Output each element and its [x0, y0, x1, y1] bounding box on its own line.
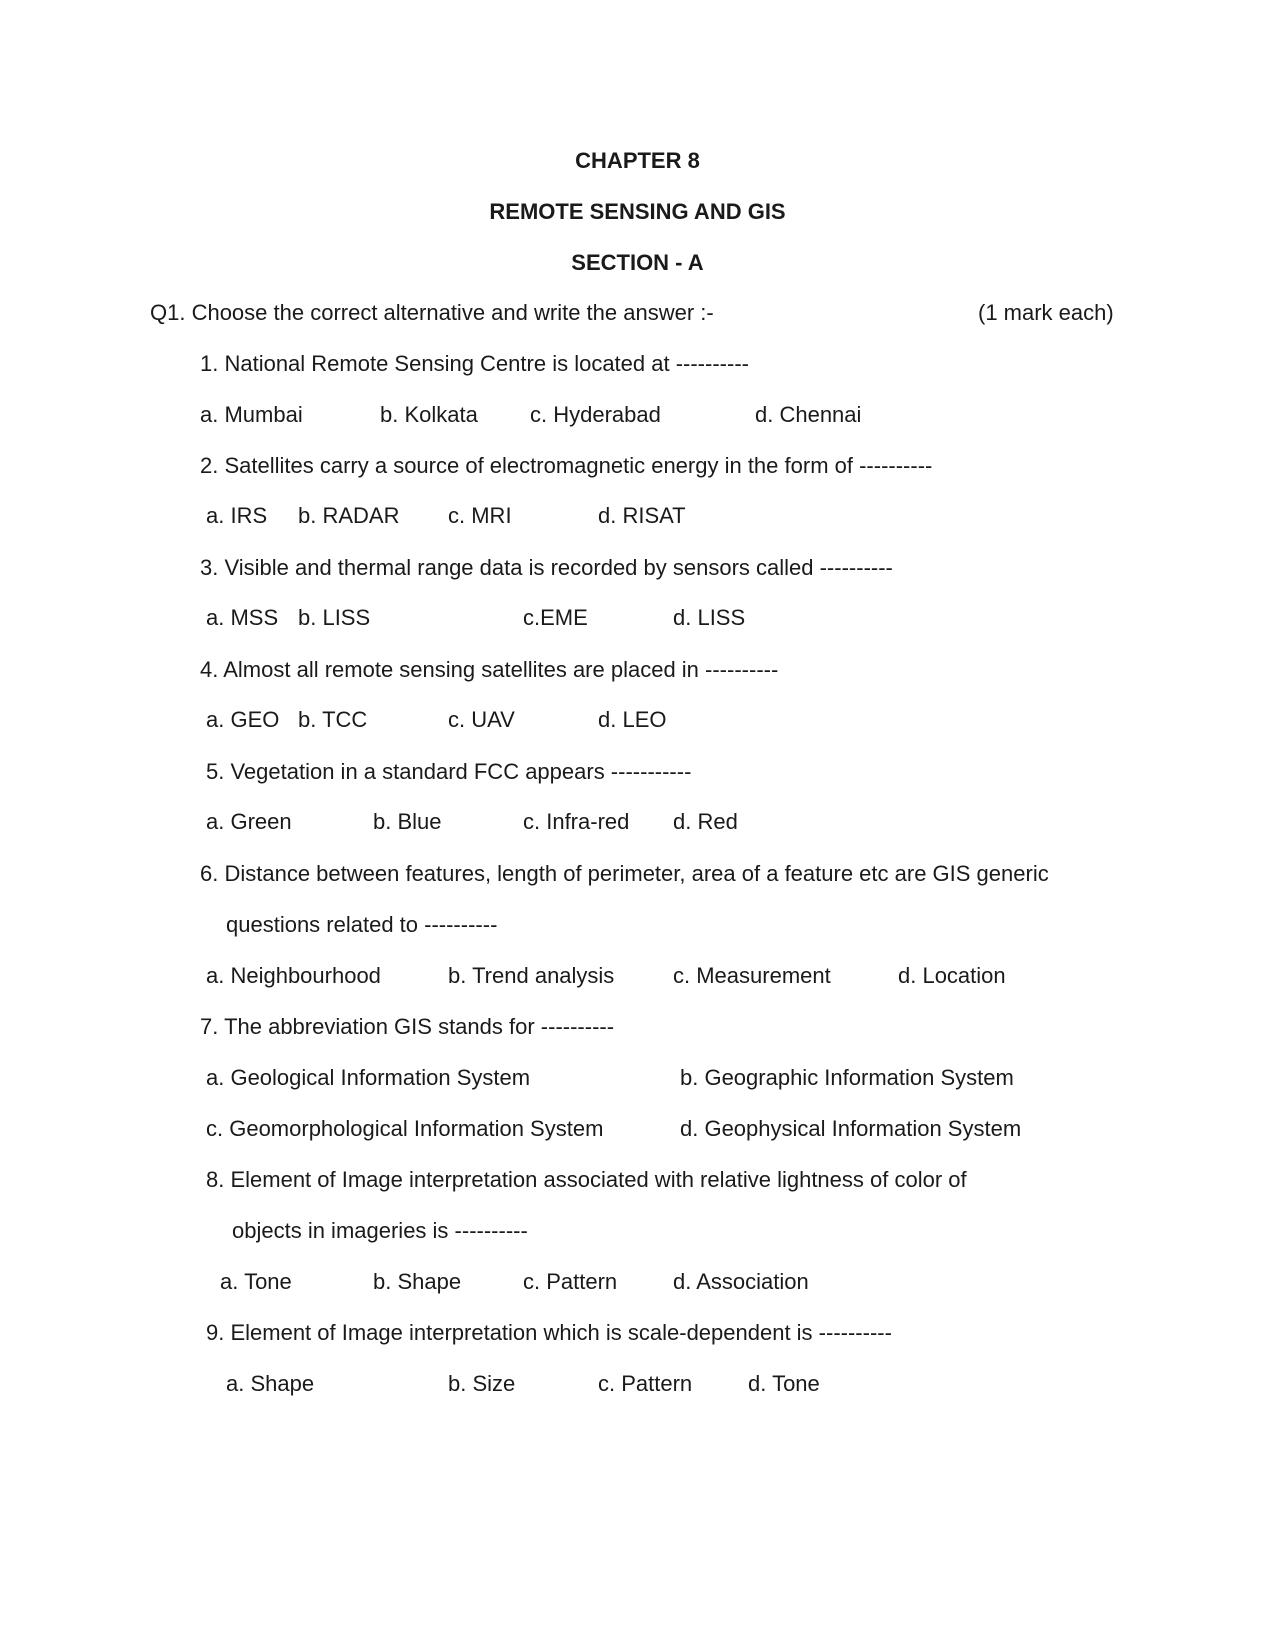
- question-6-line-1: 6. Distance between features, length of perimeter, area of a feature etc are GIS generic: [200, 861, 1049, 886]
- question-8-line-2: objects in imageries is ----------: [232, 1218, 528, 1243]
- question-2-option-d: d. RISAT: [598, 503, 686, 528]
- question-7-option-a: a. Geological Information System: [206, 1065, 531, 1090]
- question-9-option-d: d. Tone: [748, 1371, 820, 1396]
- question-5-option-c: c. Infra-red: [523, 809, 630, 834]
- question-7-option-c: c. Geomorphological Information System: [206, 1116, 604, 1141]
- question-6-option-b: b. Trend analysis: [448, 963, 615, 988]
- question-2-option-c: c. MRI: [448, 503, 512, 528]
- question-9-option-b: b. Size: [448, 1371, 516, 1396]
- question-2-option-b: b. RADAR: [298, 503, 400, 528]
- question-3-option-a: a. MSS: [206, 605, 279, 630]
- question-1-option-b: b. Kolkata: [380, 402, 478, 427]
- question-5-option-d: d. Red: [673, 809, 738, 834]
- question-6-option-a: a. Neighbourhood: [206, 963, 381, 988]
- question-2-option-a: a. IRS: [206, 503, 268, 528]
- question-8-option-b: b. Shape: [373, 1269, 462, 1294]
- question-1-option-a: a. Mumbai: [200, 402, 303, 427]
- question-8-line-1: 8. Element of Image interpretation associated with relative lightness of color of: [206, 1167, 967, 1192]
- question-7: 7. The abbreviation GIS stands for ----------: [200, 1014, 615, 1039]
- question-4: 4. Almost all remote sensing satellites are placed in ----------: [200, 657, 779, 682]
- question-3-option-c: c.EME: [523, 605, 588, 630]
- question-1-option-d: d. Chennai: [755, 402, 862, 427]
- question-6-option-c: c. Measurement: [673, 963, 831, 988]
- question-5-option-b: b. Blue: [373, 809, 442, 834]
- instruction-text: Q1. Choose the correct alternative and write the answer :-: [150, 300, 714, 325]
- question-8-option-a: a. Tone: [220, 1269, 292, 1294]
- question-1: 1. National Remote Sensing Centre is located at ----------: [200, 351, 749, 376]
- question-3-option-d: d. LISS: [673, 605, 746, 630]
- question-6-option-d: d. Location: [898, 963, 1006, 988]
- question-2: 2. Satellites carry a source of electromagnetic energy in the form of ----------: [200, 453, 933, 478]
- chapter-heading: CHAPTER 8: [575, 148, 700, 173]
- question-4-option-c: c. UAV: [448, 707, 515, 732]
- question-1-option-c: c. Hyderabad: [530, 402, 661, 427]
- section-heading: SECTION - A: [571, 250, 704, 275]
- question-8-option-d: d. Association: [673, 1269, 809, 1294]
- question-3-option-b: b. LISS: [298, 605, 371, 630]
- question-9-option-c: c. Pattern: [598, 1371, 693, 1396]
- question-5-option-a: a. Green: [206, 809, 292, 834]
- question-7-option-d: d. Geophysical Information System: [680, 1116, 1022, 1141]
- question-5: 5. Vegetation in a standard FCC appears -----------: [206, 759, 692, 784]
- chapter-title: REMOTE SENSING AND GIS: [489, 199, 786, 224]
- question-7-option-b: b. Geographic Information System: [680, 1065, 1014, 1090]
- question-9: 9. Element of Image interpretation which is scale-dependent is ----------: [206, 1320, 892, 1345]
- question-8-option-c: c. Pattern: [523, 1269, 618, 1294]
- question-4-option-a: a. GEO: [206, 707, 280, 732]
- question-9-option-a: a. Shape: [226, 1371, 315, 1396]
- marks-label: (1 mark each): [978, 300, 1114, 325]
- question-4-option-d: d. LEO: [598, 707, 667, 732]
- question-4-option-b: b. TCC: [298, 707, 368, 732]
- question-6-line-2: questions related to ----------: [226, 912, 498, 937]
- question-3: 3. Visible and thermal range data is recorded by sensors called ----------: [200, 555, 893, 580]
